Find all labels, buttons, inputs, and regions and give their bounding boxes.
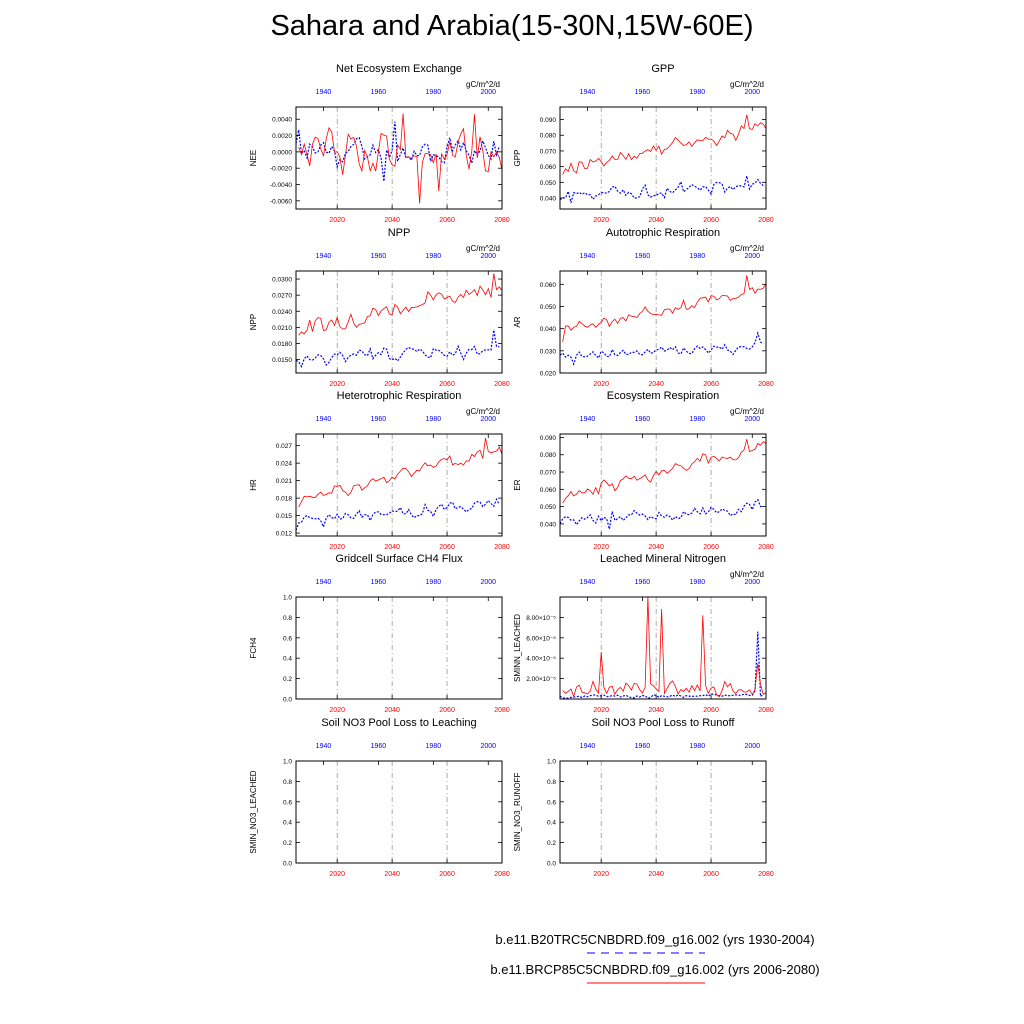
y-tick-label: 2.00×10⁻⁵ — [526, 676, 556, 684]
x-tick-label-top: 1960 — [370, 253, 387, 260]
y-tick-label: 8.00×10⁻⁵ — [526, 614, 556, 622]
y-tick-label: -0.0060 — [269, 198, 292, 206]
x-tick-label-bottom: 2080 — [758, 381, 774, 388]
series-line-future — [563, 275, 766, 342]
y-tick-label: 0.2 — [282, 676, 292, 684]
y-tick-label: 0.6 — [282, 799, 292, 807]
x-tick-label-bottom: 2060 — [439, 217, 455, 224]
x-tick-label-bottom: 2080 — [494, 381, 510, 388]
panel-2 — [513, 63, 774, 224]
x-tick-label-top: 1980 — [689, 743, 706, 750]
y-tick-label: 0.0270 — [272, 292, 292, 300]
x-tick-label-top: 1940 — [579, 743, 596, 750]
plot-frame — [296, 271, 502, 373]
y-tick-label: 0.0150 — [272, 357, 292, 365]
y-axis-label: SMIN_NO3_RUNOFF — [513, 772, 522, 852]
x-tick-label-bottom: 2040 — [384, 217, 400, 224]
plot-frame — [296, 434, 502, 536]
series-line-historical — [296, 330, 499, 367]
y-tick-label: 0.0 — [546, 860, 556, 868]
panel-10 — [513, 717, 774, 878]
x-tick-label-top: 1940 — [579, 416, 596, 423]
y-tick-label: 0.8 — [546, 778, 556, 786]
y-tick-label: 0.0000 — [272, 149, 292, 157]
x-tick-label-bottom: 2040 — [648, 217, 664, 224]
x-tick-label-top: 1960 — [634, 89, 651, 96]
x-tick-label-bottom: 2020 — [593, 871, 609, 878]
units-label: gC/m^2/d — [730, 407, 764, 416]
panel-title: Leached Mineral Nitrogen — [600, 553, 726, 565]
y-tick-label: 4.00×10⁻⁵ — [526, 655, 556, 663]
y-tick-label: -0.0020 — [269, 165, 292, 173]
y-tick-label: 0.080 — [539, 452, 556, 460]
y-tick-label: 0.0180 — [272, 340, 292, 348]
x-tick-label-top: 1940 — [315, 253, 332, 260]
y-tick-label: 0.040 — [539, 195, 556, 203]
y-tick-label: 0.020 — [539, 370, 556, 378]
x-tick-label-top: 2000 — [480, 743, 497, 750]
y-tick-label: 0.090 — [539, 117, 556, 125]
x-tick-label-top: 1960 — [634, 416, 651, 423]
series-line-historical — [296, 499, 499, 530]
x-tick-label-bottom: 2040 — [648, 707, 664, 714]
units-label: gN/m^2/d — [730, 570, 764, 579]
x-tick-label-top: 1980 — [425, 253, 442, 260]
x-tick-label-bottom: 2060 — [703, 217, 719, 224]
plot-frame — [560, 107, 766, 209]
panel-title: Heterotrophic Respiration — [336, 390, 462, 402]
y-tick-label: 0.015 — [275, 513, 292, 521]
panel-1 — [249, 63, 510, 224]
x-tick-label-bottom: 2080 — [494, 217, 510, 224]
panel-title: Gridcell Surface CH4 Flux — [335, 553, 463, 565]
y-tick-label: 0.027 — [275, 443, 292, 451]
y-tick-label: 1.0 — [282, 594, 292, 602]
x-tick-label-bottom: 2080 — [758, 871, 774, 878]
panel-title: GPP — [651, 63, 675, 75]
x-tick-label-top: 1980 — [425, 743, 442, 750]
y-tick-label: 0.2 — [282, 840, 292, 848]
y-tick-label: 0.0020 — [272, 133, 292, 141]
series-line-historical — [560, 176, 763, 203]
x-tick-label-bottom: 2020 — [329, 544, 345, 551]
y-tick-label: 0.4 — [546, 819, 556, 827]
x-tick-label-top: 2000 — [744, 89, 761, 96]
series-line-historical — [560, 333, 763, 364]
x-tick-label-top: 1960 — [634, 253, 651, 260]
x-tick-label-top: 1940 — [315, 579, 332, 586]
x-tick-label-bottom: 2080 — [494, 544, 510, 551]
y-axis-label: SMIN_NO3_LEACHED — [249, 770, 258, 854]
y-tick-label: 0.4 — [282, 655, 292, 663]
units-label: gC/m^2/d — [466, 80, 500, 89]
series-line-historical — [296, 122, 499, 182]
units-label: gC/m^2/d — [730, 80, 764, 89]
panel-title: Soil NO3 Pool Loss to Runoff — [591, 717, 735, 729]
y-tick-label: 0.050 — [539, 179, 556, 187]
x-tick-label-top: 1960 — [634, 743, 651, 750]
x-tick-label-top: 1960 — [370, 579, 387, 586]
legend-item-future — [440, 962, 870, 977]
y-tick-label: 0.021 — [275, 478, 292, 486]
x-tick-label-bottom: 2020 — [593, 707, 609, 714]
plot-frame — [296, 761, 502, 863]
series-line-future — [563, 439, 766, 503]
x-tick-label-top: 2000 — [744, 253, 761, 260]
x-tick-label-bottom: 2060 — [439, 871, 455, 878]
x-tick-label-bottom: 2040 — [384, 381, 400, 388]
x-tick-label-top: 1940 — [315, 416, 332, 423]
x-tick-label-top: 1980 — [689, 416, 706, 423]
x-tick-label-bottom: 2060 — [703, 871, 719, 878]
panel-8 — [513, 553, 774, 714]
x-tick-label-top: 2000 — [744, 579, 761, 586]
x-tick-label-bottom: 2020 — [593, 381, 609, 388]
x-tick-label-top: 2000 — [480, 579, 497, 586]
x-tick-label-top: 1940 — [579, 253, 596, 260]
x-tick-label-bottom: 2060 — [703, 544, 719, 551]
series-line-future — [299, 274, 502, 336]
y-tick-label: 0.2 — [546, 840, 556, 848]
x-tick-label-bottom: 2060 — [439, 707, 455, 714]
panel-title: Soil NO3 Pool Loss to Leaching — [321, 717, 477, 729]
x-tick-label-top: 2000 — [480, 89, 497, 96]
x-tick-label-top: 2000 — [744, 743, 761, 750]
x-tick-label-bottom: 2080 — [758, 217, 774, 224]
x-tick-label-top: 1980 — [425, 89, 442, 96]
y-tick-label: 0.6 — [546, 799, 556, 807]
plot-frame — [560, 434, 766, 536]
y-axis-label: HR — [249, 479, 258, 491]
panel-5 — [249, 390, 510, 551]
x-tick-label-bottom: 2080 — [758, 544, 774, 551]
y-axis-label: NPP — [249, 313, 258, 331]
x-tick-label-bottom: 2020 — [329, 381, 345, 388]
x-tick-label-top: 1960 — [370, 89, 387, 96]
panel-4 — [513, 227, 774, 388]
x-tick-label-bottom: 2040 — [648, 871, 664, 878]
x-tick-label-bottom: 2080 — [494, 871, 510, 878]
y-tick-label: 0.040 — [539, 326, 556, 334]
series-line-future — [563, 115, 766, 175]
x-tick-label-bottom: 2080 — [758, 707, 774, 714]
x-tick-label-bottom: 2060 — [439, 381, 455, 388]
y-tick-label: 0.6 — [282, 635, 292, 643]
x-tick-label-top: 1940 — [579, 89, 596, 96]
y-tick-label: 0.024 — [275, 460, 292, 468]
x-tick-label-top: 2000 — [480, 253, 497, 260]
y-axis-label: GPP — [513, 149, 522, 167]
x-tick-label-top: 1960 — [370, 743, 387, 750]
y-tick-label: 0.4 — [282, 819, 292, 827]
x-tick-label-top: 2000 — [744, 416, 761, 423]
legend-label-historical: b.e11.B20TRC5CNBDRD.f09_g16.002 (yrs 1930-2004) — [495, 932, 815, 947]
panel-3 — [249, 227, 510, 388]
y-tick-label: 0.060 — [539, 164, 556, 172]
panel-6 — [513, 390, 774, 551]
y-tick-label: -0.0040 — [269, 182, 292, 190]
y-tick-label: 0.090 — [539, 434, 556, 442]
y-tick-label: 0.0210 — [272, 324, 292, 332]
y-tick-label: 0.050 — [539, 504, 556, 512]
panel-title: Autotrophic Respiration — [605, 227, 721, 239]
panel-title: Net Ecosystem Exchange — [336, 63, 462, 75]
x-tick-label-top: 1960 — [634, 579, 651, 586]
legend-item-historical — [440, 932, 870, 947]
plot-frame — [560, 761, 766, 863]
x-tick-label-top: 2000 — [480, 416, 497, 423]
x-tick-label-top: 1980 — [689, 89, 706, 96]
y-axis-label: NEE — [249, 149, 258, 167]
panel-title: NPP — [387, 227, 411, 239]
series-line-future — [563, 597, 766, 697]
y-tick-label: 0.080 — [539, 132, 556, 140]
y-tick-label: 0.8 — [282, 778, 292, 786]
series-line-historical — [560, 500, 763, 529]
y-tick-label: 6.00×10⁻⁵ — [526, 635, 556, 643]
y-axis-label: SMINN_LEACHED — [513, 613, 522, 683]
x-tick-label-bottom: 2040 — [648, 381, 664, 388]
x-tick-label-bottom: 2040 — [384, 871, 400, 878]
y-tick-label: 0.8 — [282, 614, 292, 622]
x-tick-label-bottom: 2020 — [329, 871, 345, 878]
x-tick-label-bottom: 2020 — [593, 544, 609, 551]
y-tick-label: 0.030 — [539, 348, 556, 356]
x-tick-label-top: 1940 — [579, 579, 596, 586]
panel-7 — [249, 553, 510, 714]
panel-title: Ecosystem Respiration — [606, 390, 720, 402]
x-tick-label-bottom: 2040 — [648, 544, 664, 551]
units-label: gC/m^2/d — [730, 244, 764, 253]
x-tick-label-top: 1940 — [315, 743, 332, 750]
legend-label-future: b.e11.BRCP85C5CNBDRD.f09_g16.002 (yrs 2006-2080) — [490, 962, 820, 977]
series-line-future — [299, 114, 502, 204]
y-tick-label: 0.0040 — [272, 116, 292, 124]
y-tick-label: 0.040 — [539, 521, 556, 529]
y-tick-label: 0.070 — [539, 148, 556, 156]
y-tick-label: 0.0240 — [272, 308, 292, 316]
y-tick-label: 0.070 — [539, 469, 556, 477]
y-tick-label: 0.050 — [539, 303, 556, 311]
plot-frame — [296, 107, 502, 209]
panel-9 — [249, 717, 510, 878]
y-tick-label: 1.0 — [546, 758, 556, 766]
y-axis-label: ER — [513, 479, 522, 491]
x-tick-label-bottom: 2020 — [329, 217, 345, 224]
x-tick-label-top: 1980 — [425, 416, 442, 423]
x-tick-label-bottom: 2060 — [439, 544, 455, 551]
y-tick-label: 0.0 — [282, 860, 292, 868]
x-tick-label-bottom: 2020 — [593, 217, 609, 224]
units-label: gC/m^2/d — [466, 244, 500, 253]
y-tick-label: 0.060 — [539, 486, 556, 494]
x-tick-label-bottom: 2020 — [329, 707, 345, 714]
y-tick-label: 0.0 — [282, 696, 292, 704]
y-tick-label: 0.060 — [539, 281, 556, 289]
x-tick-label-bottom: 2060 — [703, 381, 719, 388]
series-line-historical — [560, 632, 763, 699]
x-tick-label-bottom: 2080 — [494, 707, 510, 714]
y-axis-label: AR — [513, 316, 522, 328]
x-tick-label-top: 1940 — [315, 89, 332, 96]
plot-frame — [296, 597, 502, 699]
x-tick-label-bottom: 2040 — [384, 707, 400, 714]
y-tick-label: 0.0300 — [272, 276, 292, 284]
x-tick-label-top: 1980 — [689, 253, 706, 260]
x-tick-label-bottom: 2040 — [384, 544, 400, 551]
figure-title: Sahara and Arabia(15-30N,15W-60E) — [270, 10, 754, 42]
y-tick-label: 1.0 — [282, 758, 292, 766]
x-tick-label-top: 1980 — [425, 579, 442, 586]
y-tick-label: 0.012 — [275, 530, 292, 538]
series-line-future — [299, 438, 502, 507]
x-tick-label-bottom: 2060 — [703, 707, 719, 714]
x-tick-label-top: 1960 — [370, 416, 387, 423]
plot-frame — [560, 271, 766, 373]
y-tick-label: 0.018 — [275, 495, 292, 503]
units-label: gC/m^2/d — [466, 407, 500, 416]
x-tick-label-top: 1980 — [689, 579, 706, 586]
y-axis-label: FCH4 — [249, 637, 258, 659]
